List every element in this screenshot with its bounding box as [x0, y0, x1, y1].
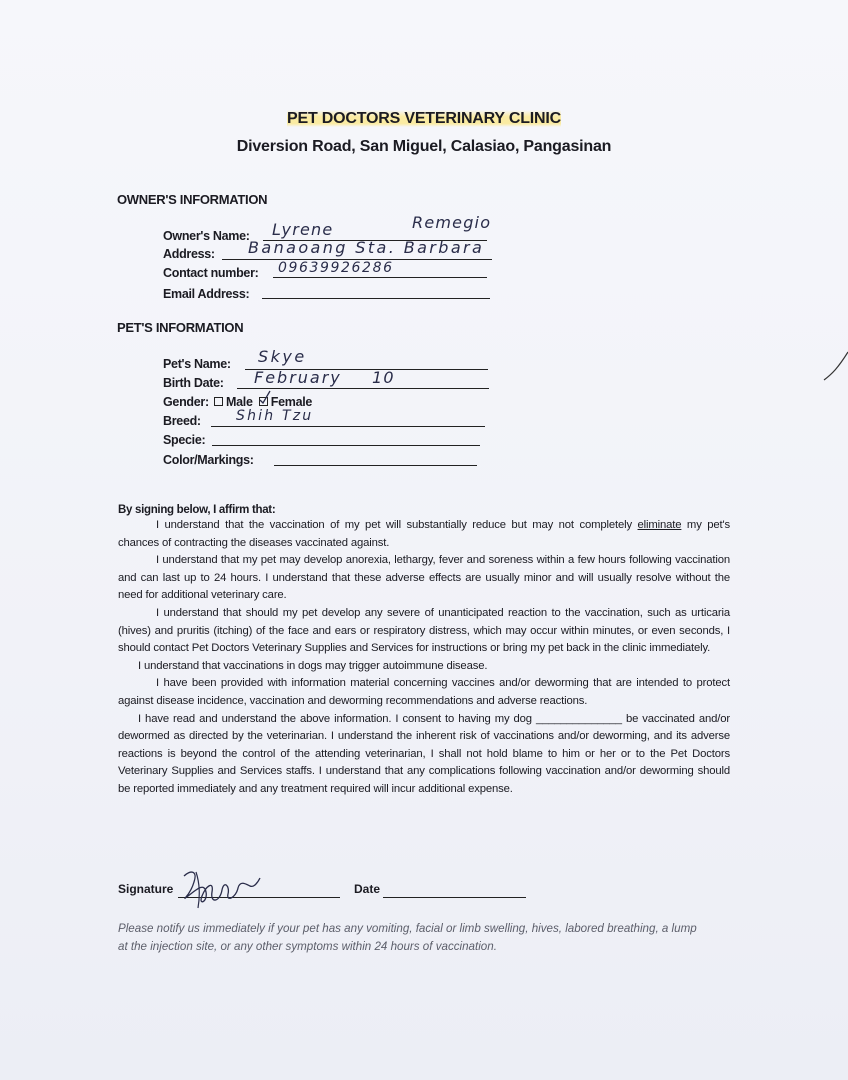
- contact-line[interactable]: [273, 277, 487, 278]
- pet-section-heading: PET'S INFORMATION: [117, 320, 244, 335]
- consent-paragraph-6: I have read and understand the above information. I consent to having my dog ______________ be vaccinated and/or dewormed as directed by the veterinarian. I understand the inherent risk of vaccinations and/or deworming, and its adverse reactions is beyond the control of the attending veterinarian, I shall not hold blame to him or her or to the Pet Doctors Veterinary Supplies and Services staffs. I understand that any complications following vaccination and/or deworming should be reported immediately and any treatment required will incur additional expense.: [118, 712, 730, 795]
- email-line[interactable]: [262, 298, 490, 299]
- birth-date-line[interactable]: [237, 388, 489, 389]
- pet-name-label: Pet's Name:: [163, 357, 231, 371]
- contact-value: 09639926286: [278, 260, 394, 276]
- gender-field: [163, 395, 312, 409]
- consent-paragraph-5: I have been provided with information material concerning vaccines and/or deworming that are intended to protect against disease incidence, vaccination and deworming recommendations and adverse reactions.: [118, 677, 730, 707]
- color-markings-field: [163, 453, 254, 467]
- pet-name-field: [163, 357, 231, 371]
- breed-value: Shih Tzu: [236, 408, 314, 424]
- date-line[interactable]: [383, 897, 526, 898]
- dog-name-blank[interactable]: ______________: [536, 712, 622, 725]
- birth-date-field: [163, 376, 224, 390]
- owner-first-name-value: Lyrene: [272, 220, 334, 239]
- color-markings-label: Color/Markings:: [163, 453, 254, 467]
- affirm-heading: By signing below, I affirm that:: [118, 504, 276, 516]
- breed-field: [163, 414, 201, 428]
- date-label: Date: [354, 882, 381, 896]
- breed-label: Breed:: [163, 414, 201, 428]
- checkmark-icon: [259, 390, 271, 404]
- owner-name-field: [163, 229, 250, 243]
- signature-row: [118, 882, 173, 896]
- handwritten-signature-icon: [176, 862, 266, 912]
- consent-body: [118, 517, 730, 799]
- male-option-label: Male: [226, 395, 253, 409]
- clinic-name: PET DOCTORS VETERINARY CLINIC: [287, 110, 561, 127]
- address-value: Banaoang Sta. Barbara: [248, 238, 485, 257]
- contact-field: [163, 266, 259, 280]
- owner-name-label: Owner's Name:: [163, 229, 250, 243]
- owner-last-name-value: Remegio: [412, 213, 492, 232]
- male-checkbox[interactable]: [214, 397, 223, 406]
- birth-day-value: 10: [372, 368, 395, 387]
- breed-line[interactable]: [211, 426, 485, 427]
- pet-name-value: Skye: [258, 347, 307, 366]
- email-field: [163, 287, 249, 301]
- email-label: Email Address:: [163, 287, 250, 301]
- female-checkbox[interactable]: [259, 397, 268, 406]
- footer-note: Please notify us immediately if your pet has any vomiting, facial or limb swelling, hives, labored breathing, a lump at the injection site, or any other symptoms within 24 hours of vaccination.: [118, 922, 697, 953]
- specie-label: Specie:: [163, 433, 206, 447]
- birth-month-value: February: [254, 368, 342, 387]
- gender-label: Gender:: [163, 395, 209, 409]
- birth-date-label: Birth Date:: [163, 376, 224, 390]
- address-label: Address:: [163, 247, 215, 261]
- clinic-address: Diversion Road, San Miguel, Calasiao, Pangasinan: [236, 138, 612, 155]
- signature-label: Signature: [118, 882, 174, 896]
- consent-paragraph-4: I understand that vaccinations in dogs may trigger autoimmune disease.: [138, 659, 488, 672]
- female-option-label: Female: [270, 395, 313, 409]
- color-markings-line[interactable]: [274, 465, 477, 466]
- consent-paragraph-1: I understand that the vaccination of my pet will substantially reduce but may not completely eliminate my pet's chances of contracting the diseases vaccinated against.: [118, 519, 730, 549]
- scan-pen-mark: [808, 340, 848, 400]
- contact-label: Contact number:: [163, 266, 259, 280]
- specie-line[interactable]: [212, 445, 480, 446]
- consent-paragraph-3: I understand that should my pet develop any severe of unanticipated reaction to the vaccination, such as urticaria (hives) and pruritis (itching) of the face and ears or respiratory distress, which may occur within minutes, or even seconds, I should contact Pet Doctors Veterinary Supplies and Services for instructions or bring my pet back in the clinic immediately.: [118, 606, 730, 655]
- address-field: [163, 247, 215, 261]
- specie-field: [163, 433, 205, 447]
- owner-section-heading: OWNER'S INFORMATION: [117, 192, 268, 207]
- consent-paragraph-2: I understand that my pet may develop anorexia, lethargy, fever and soreness within a few hours following vaccination and can last up to 24 hours. I understand that these adverse effects are usually minor and will usually resolve without the need for additional veterinary care.: [118, 554, 730, 602]
